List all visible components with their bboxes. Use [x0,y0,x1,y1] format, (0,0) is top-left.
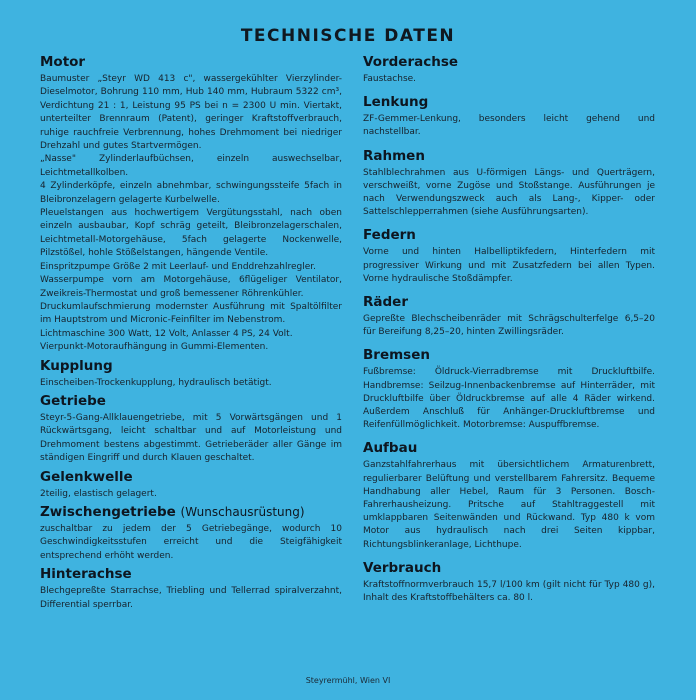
right-column [363,54,655,605]
section-heading-text: Gelenkwelle [40,468,133,485]
section-lenkung [363,94,655,139]
section-paragraph: Vierpunkt-Motoraufhängung in Gummi-Elementen. [40,342,269,353]
section-heading [363,54,655,71]
section-heading-text: Rahmen [363,147,425,164]
section-heading-text: Zwischengetriebe [40,503,176,520]
section-heading-text: Bremsen [363,347,430,364]
section-heading-text: Federn [363,227,416,244]
section-heading [363,560,655,577]
section-paragraph: zuschaltbar zu jedem der 5 Getriebegänge, wodurch 10 Geschwindigkeitsstufen erreicht und die Steigfähigkeit entsprechend erhöht werden. [40,523,342,561]
section-heading [363,347,655,364]
section-heading [40,393,342,410]
section-heading [363,227,655,244]
section-heading-text: Lenkung [363,94,429,111]
section-heading-text: Aufbau [363,440,418,457]
section-heading-text: Vorderachse [363,54,459,70]
section-verbrauch [363,560,655,605]
section-heading [40,566,342,583]
section-heading [363,294,655,311]
section-hinterachse [40,566,342,612]
section-paragraph: Wasserpumpe vorn am Motorgehäuse, 6flügeliger Ventilator, Zweikreis-Thermostat und groß bemessener Röhrenkühler. [40,275,342,299]
section-gelenkwelle [40,469,342,501]
section-heading-text: Verbrauch [363,559,442,576]
section-paragraph: Steyr-5-Gang-Allklauengetriebe, mit 5 Vorwärtsgängen und 1 Rückwärtsgang, leicht schaltbar und auf Motorleistung und Drehmoment bestens abgestimmt. Getrieberäder aller Gänge im ständigen Eingriff und durch Klauen geschaltet. [40,412,342,464]
section-heading [40,54,342,71]
section-heading-text: Kupplung [40,357,113,374]
section-heading-text: Hinterachse [40,566,132,583]
section-paragraph: Vorne und hinten Halbelliptikfedern, Hinterfedern mit progressiver Wirkung und mit Zusatzfedern bei allen Typen. Vorne hydraulische Stoßdämpfer. [363,247,655,284]
section-paragraph: Blechgepreßte Starrachse, Triebling und Tellerrad spiralverzahnt, Differential sperrbar. [40,586,342,610]
section-heading [40,358,342,375]
section-heading-text: Motor [40,54,86,70]
section-federn [363,227,655,286]
section-paragraph: 2teilig, elastisch gelagert. [40,488,157,499]
section-paragraph: Kraftstoffnormverbrauch 15,7 l/100 km (gilt nicht für Typ 480 g), Inhalt des Kraftstoffbehälters ca. 80 l. [363,579,655,604]
section-paragraph: Ganzstahlfahrerhaus mit übersichtlichem Armaturenbrett, regulierbarer Belüftung und verstellbarem Fahrersitz. Bequeme Handhabung aller Hebel, Raum für 3 Personen. Bosch-Fahrerhausheizung. Pritsche auf Stahltraggestell mit umklappbaren Seitenwänden und Rückwand. Typ 480 k vom Motor aus hydraulisch nach drei Seiten kippbar, Richtungsblinkeranlage, Lichthupe. [363,460,655,550]
section-heading [363,94,655,111]
section-heading [40,504,342,521]
footer-imprint: Steyrermühl, Wien VI [305,676,391,685]
section-aufbau [363,440,655,551]
section-heading-note: (Wunschausrüstung) [180,504,305,519]
section-paragraph: Gepreßte Blechscheibenräder mit Schrägschulterfelge 6,5–20 für Bereifung 8,25–20, hinten Zwillingsräder. [363,314,655,338]
section-paragraph: Einspritzpumpe Größe 2 mit Leerlauf- und Enddrehzahlregler. [40,261,316,272]
section-heading-text: Räder [363,294,408,311]
section-paragraph: Lichtmaschine 300 Watt, 12 Volt, Anlasser 4 PS, 24 Volt. [40,328,293,339]
section-paragraph: ZF-Gemmer-Lenkung, besonders leicht gehend und nachstellbar. [363,114,655,138]
section-heading [363,440,655,457]
section-heading-text: Getriebe [40,392,106,409]
section-paragraph: Einscheiben-Trockenkupplung, hydraulisch betätigt. [40,377,272,388]
section-getriebe [40,393,342,466]
section-paragraph: Pleuelstangen aus hochwertigem Vergütungsstahl, nach oben einzeln ausbaubar, Kopf schräg geteilt, Bleibronzelagerschalen, Leichtmetall-Motorgehäuse, 5fach gelagerte Nockenwelle, Pilzstößel, hohle Stößelstangen, hängende Ventile. [40,208,342,259]
section-paragraph: 4 Zylinderköpfe, einzeln abnehmbar, schwingungssteife 5fach in Bleibronzelagern gelagerte Kurbelwelle. [40,181,342,205]
page-title: TECHNISCHE DATEN [240,26,456,46]
section-rahmen [363,148,655,220]
section-kupplung [40,358,342,390]
section-heading [40,469,342,486]
section-vorderachse [363,54,655,86]
section-paragraph: Druckumlaufschmierung modernster Ausführung mit Spaltölfilter im Hauptstrom und Micronic-Feinfilter im Nebenstrom. [40,301,342,326]
section-motor [40,54,342,355]
section-paragraph: Baumuster „Steyr WD 413 c", wassergekühlter Vierzylinder-Dieselmotor, Bohrung 110 mm, Hub 140 mm, Hubraum 5322 cm³, Verdichtung 21 : 1, Leistung 95 PS bei n = 2300 U min. Viertakt, unterteilter Brennraum (Patent), geringer Kraftstoffverbrauch, ruhige rauchfreie Verbrennung, hohes Drehmoment bei niedriger Drehzahl und gutes Startvermögen. [40,74,342,152]
section-zwischengetriebe [40,504,342,563]
left-column [40,54,342,612]
section-heading [363,148,655,165]
section-raeder [363,294,655,339]
section-paragraph: Faustachse. [363,74,417,84]
section-paragraph: Fußbremse: Öldruck-Vierradbremse mit Druckluftbilfe. Handbremse: Seilzug-Innenbackenbremse auf Hinterräder, mit Druckluftbilfe über Öldruckbremse auf alle 4 Räder wirkend. Außerdem Anschluß für Anhänger-Druckluftbremse und Reifenfüllmöglichkeit. Motorbremse: Auspuffbremse. [363,367,655,431]
section-paragraph: Stahlblechrahmen aus U-förmigen Längs- und Querträgern, verschweißt, vorne Zugöse und Stoßstange. Ausführungen je nach Verwendungszweck auch als Lang-, Kipper- oder Sattelschlepperrahmen (siehe Ausführungsarten). [363,167,655,218]
section-bremsen [363,347,655,432]
section-paragraph: „Nasse" Zylinderlaufbüchsen, einzeln auswechselbar, Leichtmetallkolben. [40,154,342,178]
